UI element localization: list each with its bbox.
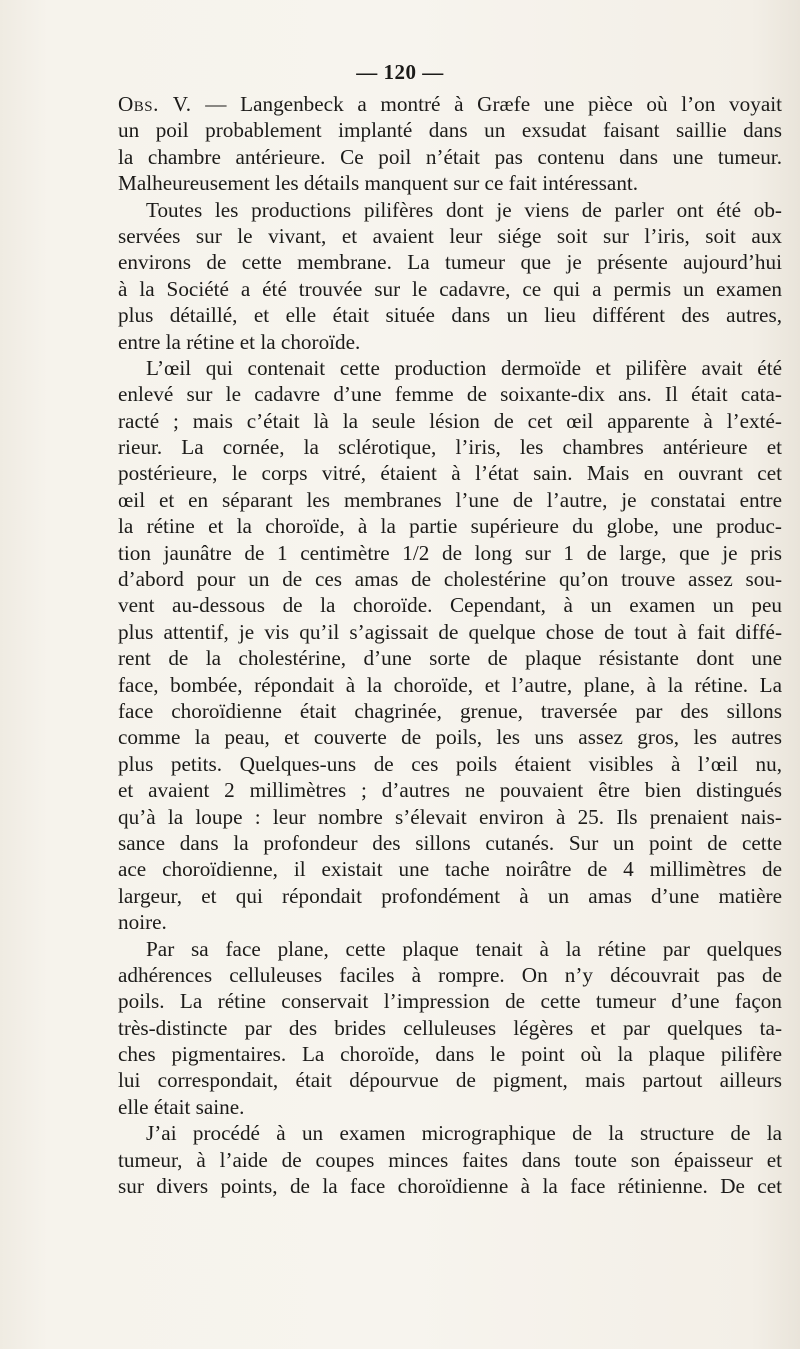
paragraph-2 [118, 197, 782, 355]
text-line: vent au-dessous de la choroïde. Cependant, à un examen un peu [118, 593, 782, 618]
text-line: face, bombée, répondait à la choroïde, et l’autre, plane, à la rétine. La [118, 672, 782, 697]
text-line: noire. [118, 910, 167, 935]
text-line: elle était saine. [118, 1094, 245, 1119]
text-line: servées sur le vivant, et avaient leur siége soit sur l’iris, soit aux [118, 223, 782, 248]
text-line: environs de cette membrane. La tumeur que je présente aujourd’hui [118, 250, 782, 275]
text-line: à la Société a été trouvée sur le cadavre, ce qui a permis un examen [118, 276, 782, 301]
text-line: face choroïdienne était chagrinée, grenue, traversée par des sillons [118, 698, 782, 723]
text-line: ace choroïdienne, il existait une tache noirâtre de 4 millimètres de [118, 857, 782, 882]
text-line: rieur. La cornée, la sclérotique, l’iris, les chambres antérieure et [118, 435, 782, 460]
paragraph-4 [118, 936, 782, 1121]
text-line: racté ; mais c’était là la seule lésion de cet œil apparente à l’exté- [118, 408, 782, 433]
text-line: sance dans la profondeur des sillons cutanés. Sur un point de cette [118, 830, 782, 855]
text-line: la rétine et la choroïde, à la partie supérieure du globe, une produc- [118, 514, 782, 539]
text-line: largeur, et qui répondait profondément à un amas d’une matière [118, 883, 782, 908]
text-line: Par sa face plane, cette plaque tenait à la rétine par quelques [146, 936, 782, 961]
text-line: sur divers points, de la face choroïdienne à la face rétinienne. De cet [118, 1174, 782, 1199]
text-line: Obs. V. — Langenbeck a montré à Græfe une pièce où l’on voyait [118, 92, 783, 116]
text-line: plus attentif, je vis qu’il s’agissait de quelque chose de tout à fait diffé- [118, 619, 782, 644]
text-line: lui correspondait, était dépourvue de pigment, mais partout ailleurs [118, 1068, 782, 1093]
text-line: L’œil qui contenait cette production dermoïde et pilifère avait été [146, 355, 782, 380]
body-text [118, 91, 782, 1199]
text-line: adhérences celluleuses faciles à rompre. On n’y découvrait pas de [118, 962, 782, 987]
text-line: ches pigmentaires. La choroïde, dans le point où la plaque pilifère [118, 1042, 782, 1067]
text-line: plus petits. Quelques-uns de ces poils étaient visibles à l’œil nu, [118, 751, 782, 776]
text-line: Malheureusement les détails manquent sur ce fait intéressant. [118, 171, 639, 196]
text-line: entre la rétine et la choroïde. [118, 329, 361, 354]
text-line: tumeur, à l’aide de coupes minces faites dans toute son épaisseur et [118, 1147, 782, 1172]
text-line: et avaient 2 millimètres ; d’autres ne pouvaient être bien distingués [118, 778, 782, 803]
text-line: enlevé sur le cadavre d’une femme de soixante-dix ans. Il était cata- [118, 382, 782, 407]
text-line: la chambre antérieure. Ce poil n’était pas contenu dans une tumeur. [118, 144, 782, 169]
text-line: J’ai procédé à un examen micrographique de la structure de la [146, 1121, 782, 1146]
text-line: qu’à la loupe : leur nombre s’élevait environ à 25. Ils prenaient nais- [118, 804, 782, 829]
text-line: très-distincte par des brides celluleuses légères et par quelques ta- [118, 1015, 782, 1040]
text-line: Toutes les productions pilifères dont je viens de parler ont été ob- [146, 197, 782, 222]
paragraph-3 [118, 355, 782, 936]
observation-label: Obs. V. [118, 92, 192, 116]
text-line: postérieure, le corps vitré, étaient à l’état sain. Mais en ouvrant cet [118, 461, 782, 486]
text-line: tion jaunâtre de 1 centimètre 1/2 de long sur 1 de large, que je pris [118, 540, 782, 565]
text-line: un poil probablement implanté dans un exsudat faisant saillie dans [118, 118, 782, 143]
text-line: œil et en séparant les membranes l’une de l’autre, je constatai entre [118, 487, 782, 512]
paragraph-5 [118, 1120, 782, 1199]
page-number: — 120 — [356, 60, 444, 84]
text-line: plus détaillé, et elle était située dans un lieu différent des autres, [118, 303, 782, 328]
text-line: d’abord pour un de ces amas de cholestérine qu’on trouve assez sou- [118, 567, 782, 592]
text-line: comme la peau, et couverte de poils, les uns assez gros, les autres [118, 725, 782, 750]
text-line: poils. La rétine conservait l’impression de cette tumeur d’une façon [118, 989, 782, 1014]
text-line: rent de la cholestérine, d’une sorte de plaque résistante dont une [118, 646, 782, 671]
paragraph-1 [118, 91, 782, 197]
